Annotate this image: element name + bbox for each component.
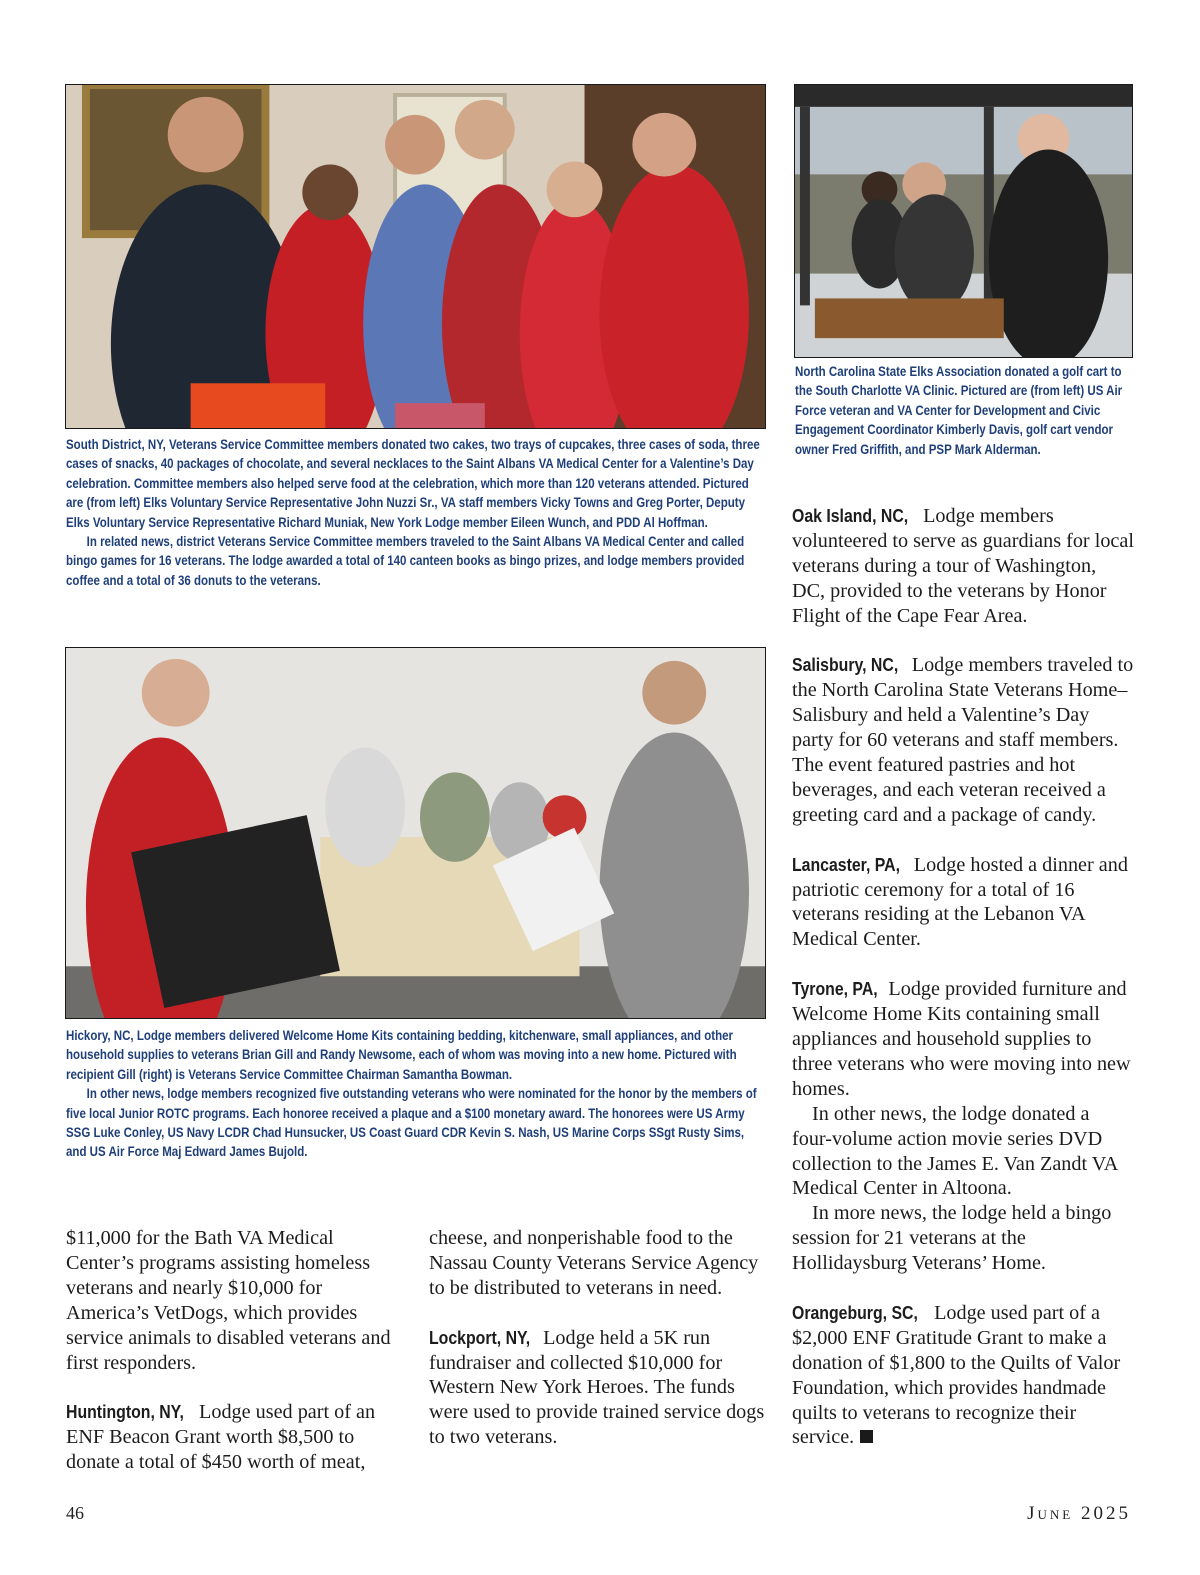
- caption-related-paragraph: In related news, district Veterans Service Committee members traveled to the Saint Albans VA Medical Center and called bingo games for 16 veterans. The lodge awarded a total of 140 canteen books as bingo prizes, and lodge members provided coffee and a total of 36 donuts to the veterans.: [66, 534, 745, 588]
- paragraph-text: Lodge members traveled to the North Carolina State Veterans Home–Salisbury and held a Valentine’s Day party for 60 veterans and staff members. The event featured pastries and hot beverages, and each veteran received a greeting card and a package of candy.: [792, 654, 1134, 826]
- photo-south-district: [65, 84, 766, 429]
- paragraph-text: Lodge hosted a dinner and patriotic ceremony for a total of 16 veterans residing at the Lebanon VA Medical Center.: [792, 853, 1128, 951]
- tyrone-paragraph: [792, 977, 1134, 1102]
- paragraph-text: Lodge provided furniture and Welcome Home Kits containing small appliances and household supplies to three veterans who were moving into new homes.: [792, 978, 1131, 1100]
- huntington-paragraph: [66, 1400, 404, 1475]
- photo-north-carolina: [794, 84, 1133, 358]
- paragraph-text: Lodge used part of an ENF Beacon Grant worth $8,500 to donate a total of $450 worth of meat,: [66, 1401, 376, 1474]
- caption-text: Veterans Service Committee members donated two cakes, two trays of cupcakes, three cases of soda, three cases of snacks, 40 packages of chocolate, and several necklaces to the Saint Albans VA Medical Center for a Valentine’s Day celebration. Committee members also helped serve food at the celebration, which more than 120 veterans attended. Pictured are (from left) Elks Voluntary Service Representative John Nuzzi Sr., VA staff members Vicky Towns and Greg Porter, Deputy Elks Voluntary Service Representative Richard Muniak, New York Lodge member Eileen Wunch, and PDD Al Hoffman.: [66, 437, 760, 530]
- page-number: 46: [66, 1503, 84, 1523]
- place-heading: Salisbury, NC,: [792, 655, 899, 676]
- orangeburg-paragraph: [792, 1301, 1134, 1450]
- welcome-home-kits-photo-icon: [66, 648, 765, 1018]
- paragraph-text: Lodge members volunteered to serve as guardians for local veterans during a tour of Washington, DC, provided to the veterans by Honor Flight of the Cape Fear Area.: [792, 505, 1134, 627]
- group-photo-veterans-committee-icon: [66, 85, 765, 428]
- caption-south-district: [66, 435, 766, 590]
- caption-other-paragraph: In other news, lodge members recognized five outstanding veterans who were nominated for the honor by the members of five local Junior ROTC programs. Each honoree received a plaque and a $100 monetary award. The honorees were US Army SSG Luke Conley, US Navy LCDR Chad Hunsucker, US Coast Guard CDR Kevin S. Nash, US Marine Corps SSgt Rusty Sims, and US Air Force Maj Edward James Bujold.: [66, 1086, 757, 1160]
- body-column-3: [792, 504, 1134, 1450]
- body-column-1: [66, 1226, 404, 1475]
- body-column-2: [429, 1226, 765, 1450]
- tyrone-more-paragraph: In more news, the lodge held a bingo session for 21 veterans at the Hollidaysburg Veterans’ Home.: [792, 1202, 1112, 1275]
- end-mark-icon: [860, 1430, 873, 1443]
- place-heading: Oak Island, NC,: [792, 506, 909, 526]
- salisbury-paragraph: [792, 653, 1134, 827]
- caption-text: donated a golf cart to the South Charlotte VA Clinic. Pictured are (from left) US Air Force veteran and VA Center for Development and Civic Engagement Coordinator Kimberly Davis, golf cart vendor owner Fred Griffith, and PSP Mark Alderman.: [795, 364, 1123, 457]
- photo-hickory: [65, 647, 766, 1019]
- tyrone-other-paragraph: In other news, the lodge donated a four-volume action movie series DVD collection to the James E. Van Zandt VA Medical Center in Altoona.: [792, 1102, 1118, 1200]
- issue-date: June 2025: [1027, 1503, 1131, 1524]
- paragraph-text: Lodge held a 5K run fundraiser and collected $10,000 for Western New York Heroes. The funds were used to provide trained service dogs to two veterans.: [429, 1326, 765, 1449]
- oak-island-paragraph: [792, 504, 1134, 629]
- golf-cart-photo-icon: [795, 85, 1132, 357]
- caption-lead: North Carolina State Elks Association: [795, 364, 1002, 379]
- caption-lead: South District, NY,: [66, 437, 166, 452]
- lockport-paragraph: [429, 1326, 765, 1451]
- continued-paragraph: cheese, and nonperishable food to the Nassau County Veterans Service Agency to be distributed to veterans in need.: [429, 1227, 759, 1299]
- place-heading: Huntington, NY,: [66, 1402, 184, 1423]
- lancaster-paragraph: [792, 853, 1134, 953]
- caption-lead: Hickory, NC,: [66, 1028, 134, 1043]
- place-heading: Lancaster, PA,: [792, 854, 901, 875]
- continued-paragraph: $11,000 for the Bath VA Medical Center’s programs assisting homeless veterans and nearly $10,000 for America’s VetDogs, which provides service animals to disabled veterans and first responders.: [66, 1227, 391, 1374]
- place-heading: Lockport, NY,: [429, 1327, 531, 1348]
- caption-text: Lodge members delivered Welcome Home Kits containing bedding, kitchenware, small appliances, and other household supplies to veterans Brian Gill and Randy Newsome, each of whom was moving into a new home. Pictured with recipient Gill (right) is Veterans Service Committee Chairman Samantha Bowman.: [66, 1028, 737, 1082]
- place-heading: Tyrone, PA,: [792, 979, 878, 1000]
- paragraph-text: Lodge used part of a $2,000 ENF Gratitude Grant to make a donation of $1,800 to the Quilts of Valor Foundation, which provides handmade quilts to veterans to recognize their service.: [792, 1301, 1121, 1449]
- caption-north-carolina: [795, 362, 1139, 459]
- caption-hickory: [66, 1026, 766, 1162]
- place-heading: Orangeburg, SC,: [792, 1302, 918, 1323]
